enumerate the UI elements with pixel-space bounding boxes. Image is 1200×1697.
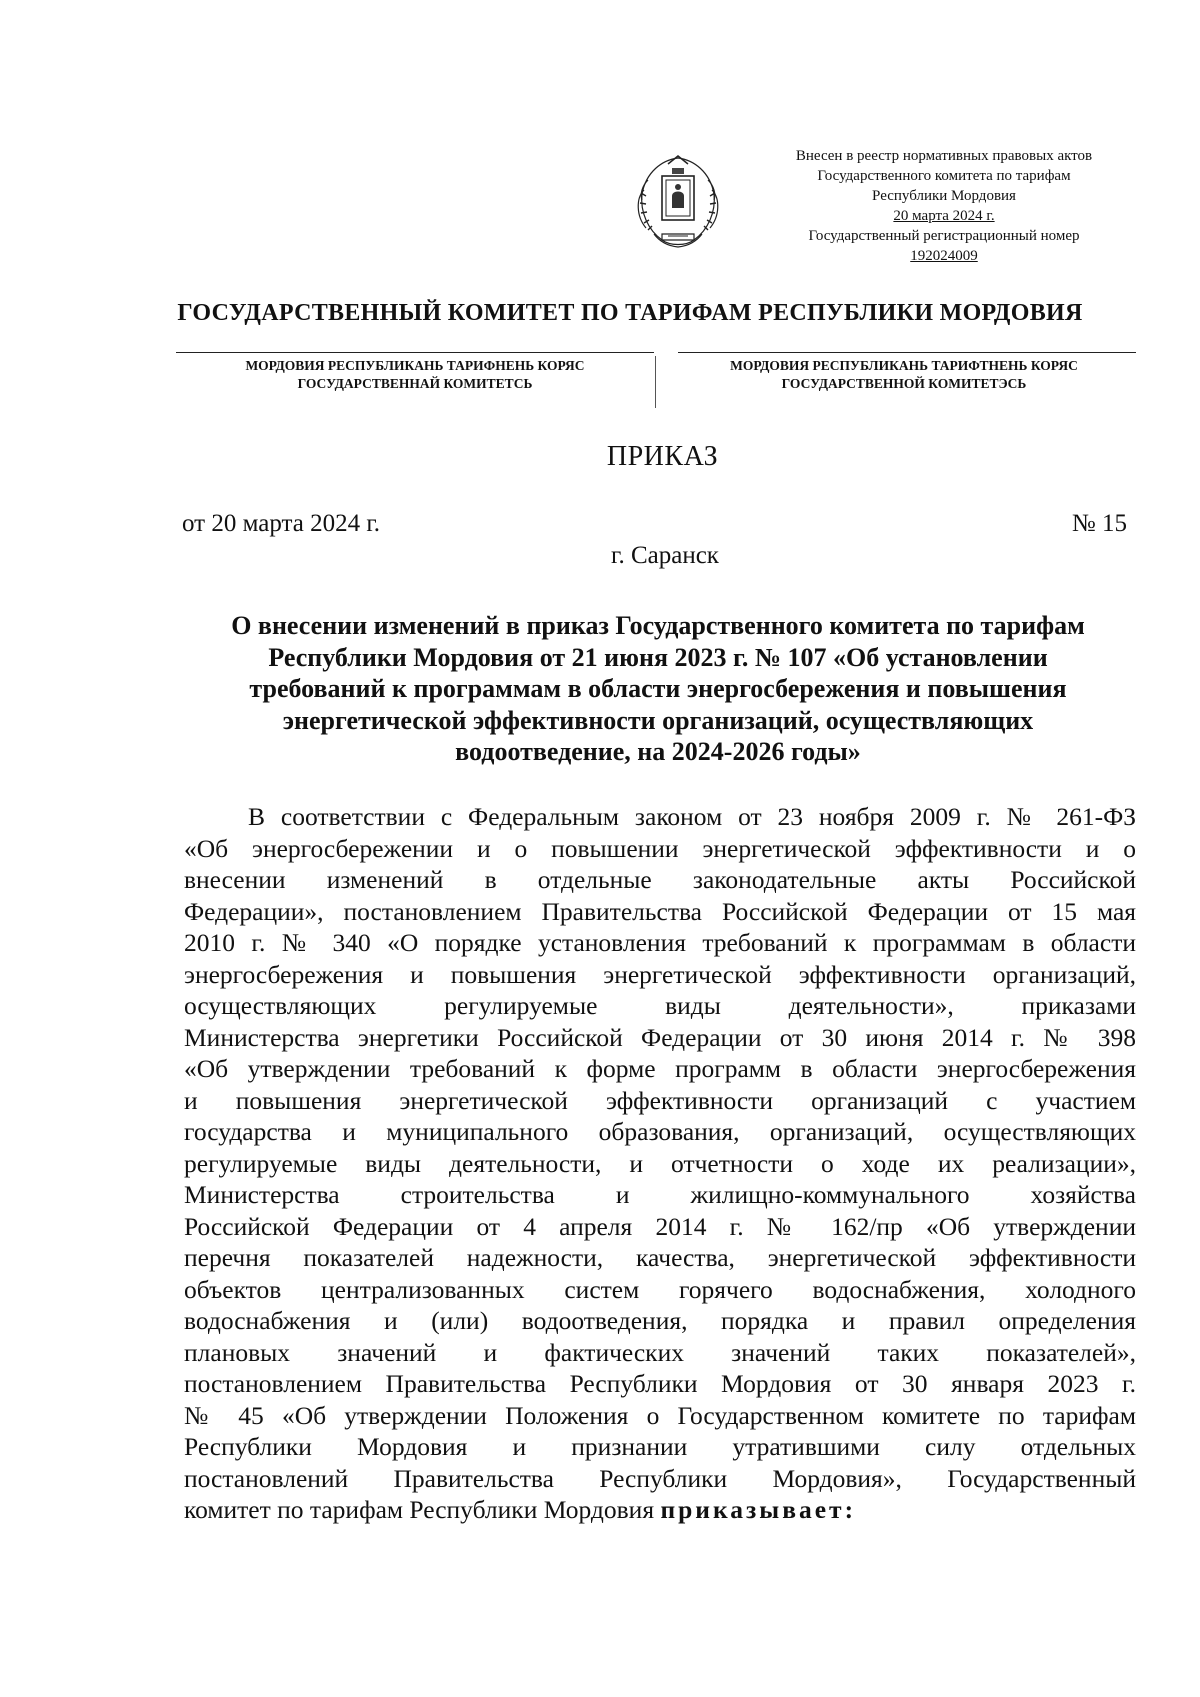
body-line: объектов централизованных систем горячего водоснабжения, холодного: [184, 1274, 1136, 1304]
registry-note: [752, 146, 1136, 266]
body-line: энергосбережения и повышения энергетической эффективности организаций,: [184, 959, 1136, 989]
order-date: от 20 марта 2024 г.: [182, 510, 381, 537]
body-line: государства и муниципального образования, организаций, осуществляющих: [184, 1117, 1136, 1146]
registry-date: 20 марта 2024 г.: [893, 208, 995, 224]
order-title: ПРИКАЗ: [606, 441, 719, 472]
order-verb: приказывает:: [660, 1495, 857, 1524]
body-line: В соответствии с Федеральным законом от 23 ноября 2009 г. № 261-ФЗ: [248, 802, 1136, 831]
body-line: перечня показателей надежности, качества, энергетической эффективности: [184, 1243, 1136, 1272]
registry-line: Республики Мордовия: [872, 188, 1016, 204]
body-line: 2010 г. № 340 «О порядке установления требований к программам в области: [184, 928, 1136, 957]
committee-title: ГОСУДАРСТВЕННЫЙ КОМИТЕТ ПО ТАРИФАМ РЕСПУБЛИКИ МОРДОВИЯ: [177, 300, 1083, 326]
header-rule-left: [176, 352, 654, 353]
body-paragraph: [184, 801, 1136, 1526]
body-line: внесении изменений в отдельные законодательные акты Российской: [184, 865, 1136, 894]
body-line: Российской Федерации от 4 апреля 2014 г. № 162/пр «Об утверждении: [184, 1211, 1136, 1241]
header-rule-right: [678, 352, 1136, 353]
body-line: постановлений Правительства Республики Мордовия», Государственный: [184, 1463, 1136, 1493]
body-line: «Об утверждении требований к форме программ в области энергосбережения: [184, 1054, 1136, 1083]
body-line: Республики Мордовия и признании утратившими силу отдельных: [184, 1432, 1136, 1461]
committee-name-moksha: МОРДОВИЯ РЕСПУБЛИКАНЬ ТАРИФНЕНЬ КОРЯС ГОСУДАРСТВЕННАЙ КОМИТЕТСЬ: [245, 358, 585, 391]
header-divider: [655, 356, 656, 408]
body-line: Федерации», постановлением Правительства Российской Федерации от 15 мая: [184, 896, 1136, 926]
order-city: г. Саранск: [611, 542, 719, 569]
body-line: плановых значений и фактических значений таких показателей»,: [184, 1337, 1136, 1367]
heading-line: требований к программам в области энергосбережения и повышения: [249, 674, 1067, 703]
registry-line: Государственный регистрационный номер: [808, 228, 1080, 244]
committee-name-erzya: МОРДОВИЯ РЕСПУБЛИКАНЬ ТАРИФТНЕНЬ КОРЯС ГОСУДАРСТВЕННОЙ КОМИТЕТЭСЬ: [730, 358, 1078, 391]
heading-line: Республики Мордовия от 21 июня 2023 г. № 107 «Об установлении: [268, 642, 1048, 672]
body-line: водоснабжения и (или) водоотведения, порядка и правил определения: [184, 1306, 1136, 1335]
body-line-last: комитет по тарифам Республики Мордовия приказывает:: [184, 1495, 857, 1524]
body-line: регулируемые виды деятельности, и отчетности о ходе их реализации»,: [184, 1148, 1136, 1178]
document-heading: [180, 610, 1136, 768]
body-line: Министерства строительства и жилищно-коммунального хозяйства: [184, 1180, 1136, 1209]
registry-line: Внесен в реестр нормативных правовых актов: [795, 148, 1093, 164]
registry-number: 192024009: [910, 248, 978, 264]
body-line: № 45 «Об утверждении Положения о Государственном комитете по тарифам: [184, 1400, 1136, 1430]
body-line: Министерства энергетики Российской Федерации от 30 июня 2014 г. № 398: [184, 1022, 1136, 1052]
heading-line: энергетической эффективности организаций, осуществляющих: [282, 705, 1034, 735]
body-line: «Об энергосбережении и о повышении энергетической эффективности и о: [184, 833, 1136, 863]
body-line: и повышения энергетической эффективности организаций с участием: [184, 1085, 1136, 1115]
body-line: осуществляющих регулируемые виды деятельности», приказами: [184, 991, 1136, 1020]
heading-line: водоотведение, на 2024-2026 годы»: [455, 737, 861, 766]
order-number: № 15: [1071, 510, 1127, 537]
coat-of-arms-icon: [632, 150, 724, 254]
body-line: постановлением Правительства Республики Мордовия от 30 января 2023 г.: [184, 1369, 1136, 1398]
heading-line: О внесении изменений в приказ Государственного комитета по тарифам: [231, 611, 1085, 640]
registry-line: Государственного комитета по тарифам: [817, 168, 1071, 184]
